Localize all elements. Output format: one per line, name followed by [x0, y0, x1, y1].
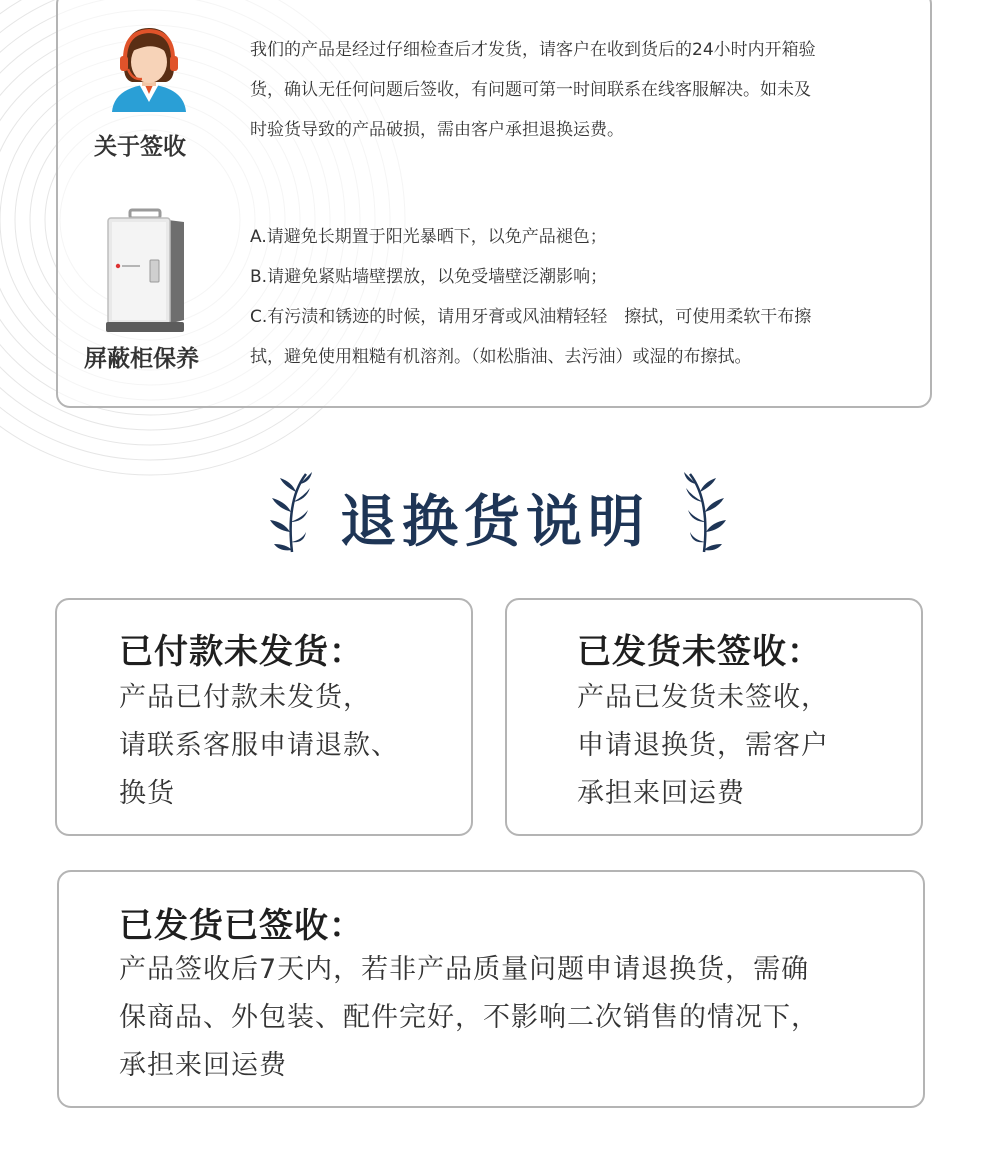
card-body — [119, 946, 819, 1090]
card-line: 产品签收后7天内，若非产品质量问题申请退换货，需确 — [119, 954, 810, 985]
card-line: 产品已付款未发货， — [119, 682, 371, 713]
signing-line: 货，确认无任何问题后签收，有问题可第一时间联系在线客服解决。如未及 — [250, 80, 811, 100]
signing-text — [250, 30, 920, 150]
maintenance-text — [250, 217, 920, 377]
card-line: 保商品、外包装、配件完好，不影响二次销售的情况下， — [119, 1002, 819, 1033]
maintenance-label: 屏蔽柜保养 — [84, 346, 199, 372]
card-line: 产品已发货未签收， — [577, 682, 829, 713]
maintenance-line: 拭，避免使用粗糙有机溶剂。（如松脂油、去污油）或湿的布擦拭。 — [250, 347, 752, 367]
card-paid-not-shipped — [55, 598, 473, 836]
card-title: 已发货未签收： — [577, 632, 822, 672]
card-body — [577, 674, 829, 818]
signing-label: 关于签收 — [94, 134, 186, 160]
shielding-cabinet-icon — [104, 208, 188, 334]
card-body — [119, 674, 399, 818]
maintenance-line: A.请避免长期置于阳光暴晒下，以免产品褪色； — [250, 227, 607, 247]
maintenance-line: C.有污渍和锈迹的时候，请用牙膏或风油精轻轻 擦拭，可使用柔软干布擦 — [250, 307, 812, 327]
laurel-right-icon — [680, 470, 730, 556]
customer-service-agent-icon — [104, 22, 194, 114]
maintenance-line: B.请避免紧贴墙壁摆放，以免受墙壁泛潮影响； — [250, 267, 608, 287]
card-line: 申请退换货，需客户 — [577, 730, 829, 761]
card-title: 已发货已签收： — [119, 906, 364, 946]
card-shipped-not-signed — [505, 598, 923, 836]
section-title: 退换货说明 — [340, 490, 650, 555]
card-line: 承担来回运费 — [119, 1050, 287, 1081]
card-line: 换货 — [119, 778, 175, 809]
card-line: 承担来回运费 — [577, 778, 745, 809]
card-line: 请联系客服申请退款、 — [119, 730, 399, 761]
card-shipped-signed — [57, 870, 925, 1108]
signing-line: 我们的产品是经过仔细检查后才发货，请客户在收到货后的24小时内开箱验 — [250, 40, 816, 60]
signing-line: 时验货导致的产品破损，需由客户承担退换运费。 — [250, 120, 624, 140]
card-title: 已付款未发货： — [119, 632, 364, 672]
